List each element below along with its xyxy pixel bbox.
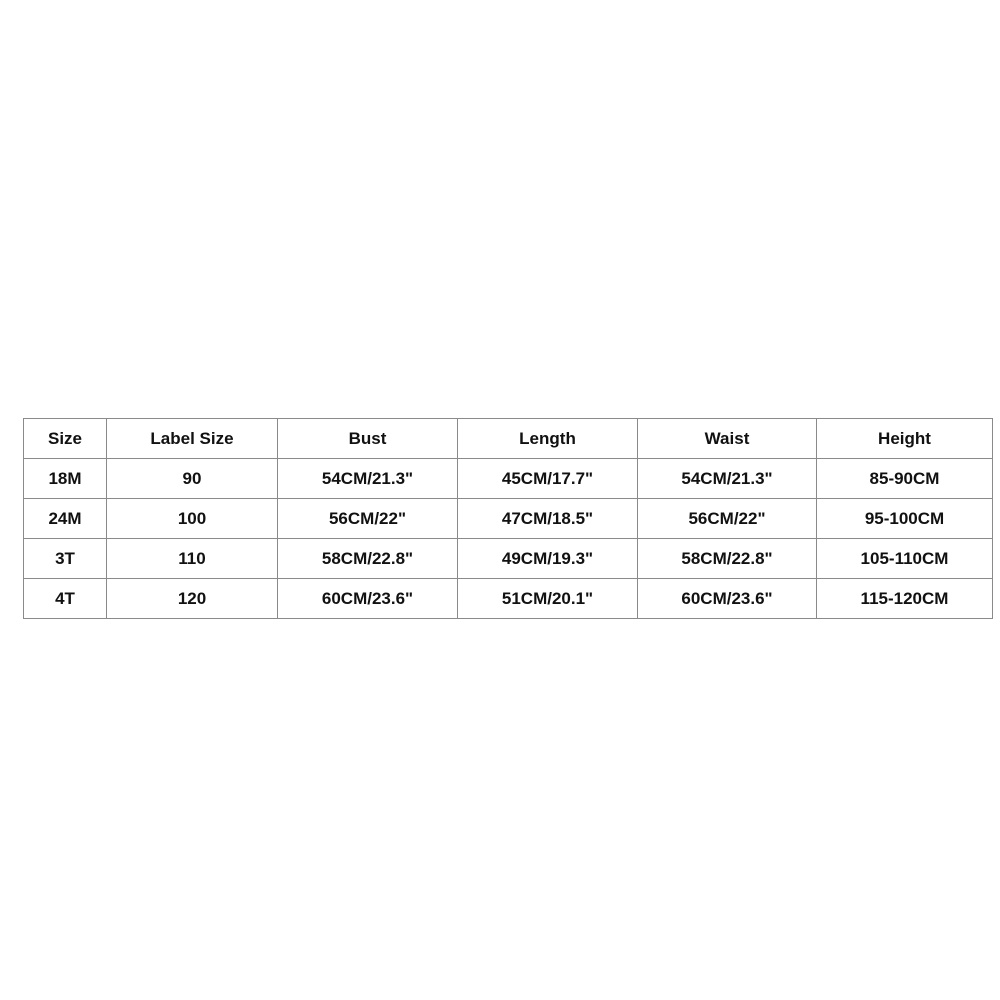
table-row	[24, 539, 993, 579]
header-waist: Waist	[638, 419, 817, 459]
cell-label-size: 110	[107, 539, 278, 579]
cell-size: 3T	[24, 539, 107, 579]
cell-waist: 54CM/21.3"	[638, 459, 817, 499]
header-label-size: Label Size	[107, 419, 278, 459]
cell-length: 47CM/18.5"	[458, 499, 638, 539]
cell-size: 24M	[24, 499, 107, 539]
cell-bust: 54CM/21.3"	[278, 459, 458, 499]
cell-height: 115-120CM	[817, 579, 993, 619]
cell-waist: 58CM/22.8"	[638, 539, 817, 579]
cell-size: 4T	[24, 579, 107, 619]
cell-label-size: 100	[107, 499, 278, 539]
cell-length: 49CM/19.3"	[458, 539, 638, 579]
cell-waist: 60CM/23.6"	[638, 579, 817, 619]
table-row	[24, 579, 993, 619]
table-row	[24, 459, 993, 499]
cell-label-size: 120	[107, 579, 278, 619]
cell-size: 18M	[24, 459, 107, 499]
table-row	[24, 499, 993, 539]
header-size: Size	[24, 419, 107, 459]
header-height: Height	[817, 419, 993, 459]
cell-bust: 58CM/22.8"	[278, 539, 458, 579]
cell-bust: 56CM/22"	[278, 499, 458, 539]
cell-waist: 56CM/22"	[638, 499, 817, 539]
table-header-row	[24, 419, 993, 459]
cell-height: 105-110CM	[817, 539, 993, 579]
header-length: Length	[458, 419, 638, 459]
cell-length: 51CM/20.1"	[458, 579, 638, 619]
cell-length: 45CM/17.7"	[458, 459, 638, 499]
cell-bust: 60CM/23.6"	[278, 579, 458, 619]
size-chart-table	[23, 418, 993, 619]
header-bust: Bust	[278, 419, 458, 459]
cell-height: 85-90CM	[817, 459, 993, 499]
cell-height: 95-100CM	[817, 499, 993, 539]
cell-label-size: 90	[107, 459, 278, 499]
